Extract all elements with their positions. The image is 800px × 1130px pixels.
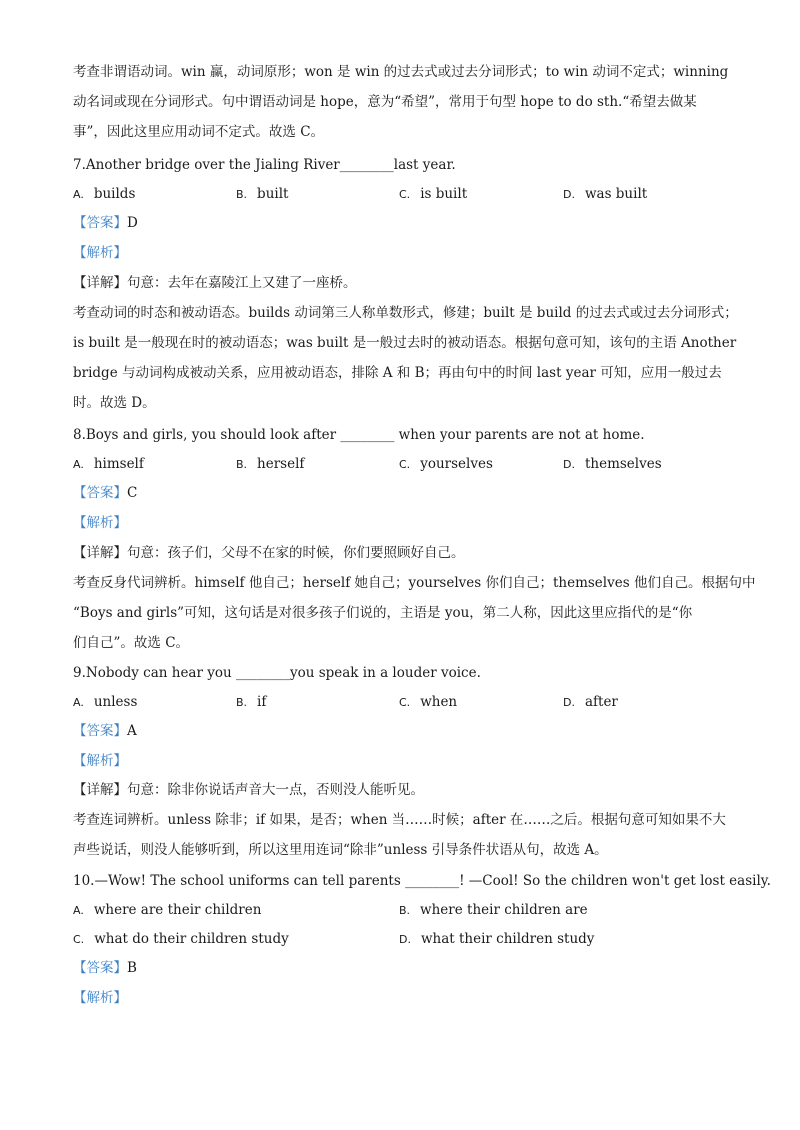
q8-option-d: D. themselves xyxy=(563,456,662,472)
q8-explanation-line-1: 考查反身代词辨析。himself 他自己；herself 她自己；yourselves 你们自己；themselves 他们自己。根据句中 xyxy=(73,575,756,591)
q9-detail: 【详解】句意：除非你说话声音大一点，否则没人能听见。 xyxy=(73,782,424,798)
q7-answer: 【答案】D xyxy=(73,215,138,231)
q10-stem: 10.—Wow! The school uniforms can tell parents ________! —Cool! So the children won't get lost easily. xyxy=(73,873,771,889)
q9-option-a: A. unless xyxy=(73,694,138,710)
q7-detail: 【详解】句意：去年在嘉陵江上又建了一座桥。 xyxy=(73,275,357,291)
q8-detail: 【详解】句意：孩子们，父母不在家的时候，你们要照顾好自己。 xyxy=(73,545,465,561)
q10-option-b: B. where their children are xyxy=(399,902,588,918)
q9-stem: 9.Nobody can hear you ________you speak in a louder voice. xyxy=(73,665,481,681)
q8-analysis-heading: 【解析】 xyxy=(73,515,127,531)
q9-option-c: C. when xyxy=(399,694,458,710)
q9-answer: 【答案】A xyxy=(73,723,137,739)
q9-analysis-heading: 【解析】 xyxy=(73,753,127,769)
prev-explanation-line-3: 事”，因此这里应用动词不定式。故选 C。 xyxy=(73,124,325,140)
q8-option-c: C. yourselves xyxy=(399,456,493,472)
q7-explanation-line-2: is built 是一般现在时的被动语态；was built 是一般过去时的被动语态。根据句意可知，该句的主语 Another xyxy=(73,335,737,351)
q7-stem: 7.Another bridge over the Jialing River________last year. xyxy=(73,157,456,173)
q9-option-b: B. if xyxy=(236,694,267,710)
q10-analysis-heading: 【解析】 xyxy=(73,990,127,1006)
q7-option-c: C. is built xyxy=(399,186,468,202)
prev-explanation-line-2: 动名词或现在分词形式。句中谓语动词是 hope，意为“希望”，常用于句型 hope to do sth.“希望去做某 xyxy=(73,94,697,110)
q7-option-a: A. builds xyxy=(73,186,136,202)
q8-option-b: B. herself xyxy=(236,456,305,472)
q7-analysis-heading: 【解析】 xyxy=(73,245,127,261)
q8-explanation-line-2: “Boys and girls”可知，这句话是对很多孩子们说的，主语是 you，第二人称，因此这里应指代的是“你 xyxy=(73,605,693,621)
q10-option-d: D. what their children study xyxy=(399,931,595,947)
q7-explanation-line-4: 时。故选 D。 xyxy=(73,395,156,411)
q8-explanation-line-3: 们自己”。故选 C。 xyxy=(73,635,190,651)
q7-explanation-line-1: 考查动词的时态和被动语态。builds 动词第三人称单数形式，修建；built 是 build 的过去式或过去分词形式； xyxy=(73,305,738,321)
q9-explanation-line-2: 声些说话，则没人能够听到，所以这里用连词“除非”unless 引导条件状语从句，故选 A。 xyxy=(73,842,608,858)
q7-explanation-line-3: bridge 与动词构成被动关系，应用被动语态，排除 A 和 B；再由句中的时间 last year 可知，应用一般过去 xyxy=(73,365,722,381)
q9-option-d: D. after xyxy=(563,694,618,710)
q9-explanation-line-1: 考查连词辨析。unless 除非；if 如果，是否；when 当……时候；after 在……之后。根据句意可知如果不大 xyxy=(73,812,726,828)
q8-answer: 【答案】C xyxy=(73,485,138,501)
q7-option-b: B. built xyxy=(236,186,289,202)
q10-option-c: C. what do their children study xyxy=(73,931,289,947)
q8-stem: 8.Boys and girls, you should look after ________ when your parents are not at home. xyxy=(73,427,645,443)
prev-explanation-line-1: 考查非谓语动词。win 赢，动词原形；won 是 win 的过去式或过去分词形式；to win 动词不定式；winning xyxy=(73,64,729,80)
q10-answer: 【答案】B xyxy=(73,960,137,976)
q7-option-d: D. was built xyxy=(563,186,648,202)
q10-option-a: A. where are their children xyxy=(73,902,262,918)
q8-option-a: A. himself xyxy=(73,456,144,472)
